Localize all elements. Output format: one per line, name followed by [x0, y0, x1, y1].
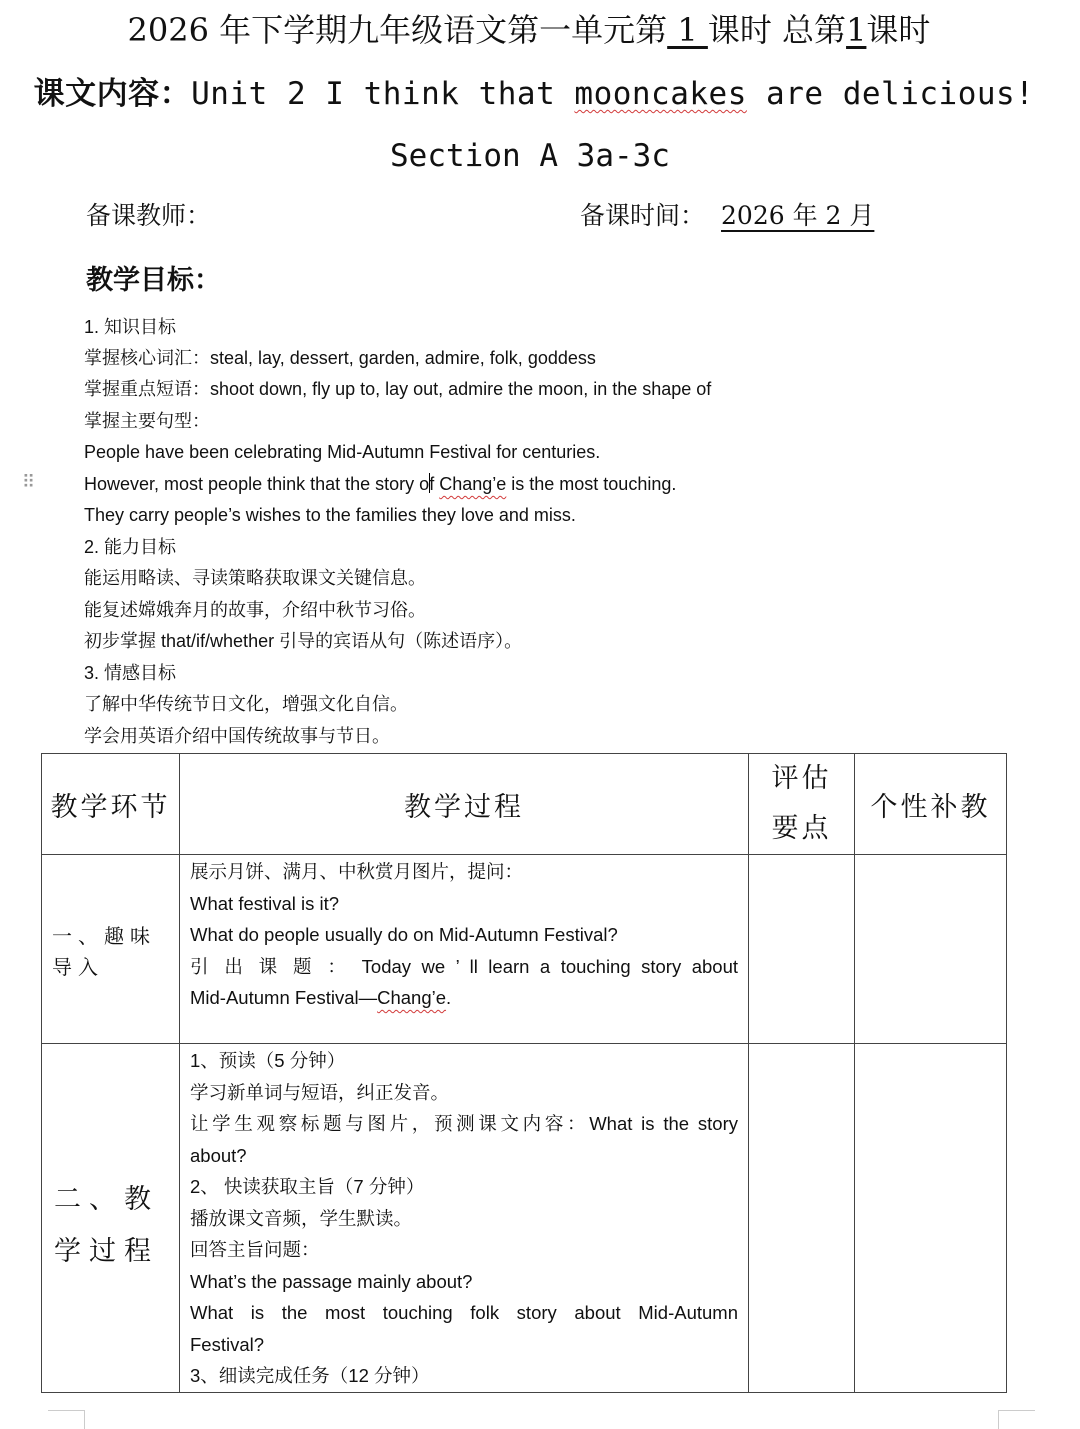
- process-line: 播放课文音频，学生默读。: [190, 1207, 413, 1229]
- ability-3-part-b: that/if/whether: [161, 631, 275, 651]
- title-suffix: 课时: [866, 11, 931, 49]
- phrase-list: shoot down, fly up to, lay out, admire the moon, in the shape of: [210, 379, 712, 399]
- total-lesson-number[interactable]: 1: [846, 11, 867, 49]
- process-line: Festival?: [190, 1333, 265, 1355]
- eval-cell[interactable]: [749, 1044, 855, 1393]
- section-title: Section A 3a-3c: [390, 138, 670, 174]
- goals-heading: 教学目标：: [86, 265, 221, 296]
- stage-cell[interactable]: 一、趣味导入: [42, 855, 180, 1044]
- sentence-label: 掌握主要句型：: [84, 411, 210, 431]
- teacher-label: 备课教师：: [86, 201, 212, 230]
- table-header-row: [42, 754, 1007, 855]
- header-eval-line2: 要点: [771, 813, 832, 844]
- prep-time: [580, 196, 896, 236]
- emotion-2: 学会用英语介绍中国传统故事与节日。: [84, 726, 390, 746]
- header-remedy[interactable]: 个性补教: [855, 754, 1007, 855]
- eval-cell[interactable]: [749, 855, 855, 1044]
- emotion-goal-title: 3. 情感目标: [84, 663, 177, 683]
- header-stage[interactable]: 教学环节: [42, 754, 180, 855]
- process-cell[interactable]: [180, 1044, 749, 1393]
- process-cell[interactable]: [180, 855, 749, 1044]
- page-corner-mark: [48, 1410, 85, 1429]
- table-row: [42, 855, 1007, 1044]
- remedy-cell[interactable]: [855, 1044, 1007, 1393]
- phrase-line: [84, 374, 711, 406]
- process-line: 2、 快读获取主旨（7 分钟）: [190, 1176, 425, 1197]
- stage-cell[interactable]: 二、教学过程: [42, 1044, 180, 1393]
- ability-goal-title: 2. 能力目标: [84, 537, 177, 557]
- sentence-2-part-c: is the most touching.: [506, 474, 677, 494]
- sentence-2[interactable]: [84, 469, 676, 501]
- unit-text-after: are delicious!: [746, 76, 1035, 112]
- page-title: [0, 8, 1058, 52]
- unit-text-before: Unit 2 I think that: [191, 76, 575, 112]
- lesson-table: [41, 753, 1007, 1393]
- process-line-part: .: [446, 987, 452, 1008]
- drag-handle-icon[interactable]: ⠿: [22, 472, 36, 493]
- sentence-3: They carry people’s wishes to the families they love and miss.: [84, 505, 576, 525]
- vocab-label: 掌握核心词汇：: [84, 348, 210, 368]
- phrase-label: 掌握重点短语：: [84, 379, 210, 399]
- process-line: 回答主旨问题：: [190, 1239, 320, 1260]
- process-line: What do people usually do on Mid-Autumn Festival?: [190, 924, 618, 945]
- header-process[interactable]: 教学过程: [180, 754, 749, 855]
- lesson-number[interactable]: 1: [667, 11, 708, 49]
- process-line: 1、预读（5 分钟）: [190, 1050, 346, 1071]
- title-prefix: 2026 年下学期九年级语文第一单元第: [127, 11, 668, 49]
- title-mid: 课时 总第: [707, 11, 847, 49]
- process-line-part: Mid-Autumn Festival—: [190, 987, 378, 1008]
- spellcheck-word[interactable]: Chang’e: [439, 474, 507, 494]
- process-line: 让学生观察标题与图片，预测课文内容：What is the story: [190, 1113, 738, 1134]
- sentence-2-part-b: f: [429, 474, 440, 494]
- ability-3: [84, 626, 522, 658]
- page-corner-mark: [998, 1410, 1035, 1429]
- lesson-content-title: [0, 72, 1068, 116]
- sentence-2-part-a: However, most people think that the story o: [84, 474, 430, 494]
- process-line: What festival is it?: [190, 892, 340, 914]
- process-line: 学习新单词与短语，纠正发音。: [190, 1081, 450, 1103]
- emotion-1: 了解中华传统节日文化，增强文化自信。: [84, 694, 408, 714]
- knowledge-goal-title: 1. 知识目标: [84, 317, 177, 337]
- remedy-cell[interactable]: [855, 855, 1007, 1044]
- header-eval[interactable]: [749, 754, 855, 855]
- header-eval-line1: 评估: [771, 763, 832, 794]
- time-label: 备课时间：: [580, 201, 706, 230]
- process-line: [190, 982, 738, 1014]
- ability-3-part-a: 初步掌握: [84, 631, 162, 651]
- process-line: What’s the passage mainly about?: [190, 1270, 473, 1292]
- process-line: 展示月饼、满月、中秋赏月图片，提问：: [190, 861, 524, 882]
- table-row: [42, 1044, 1007, 1393]
- content-label: 课文内容：: [33, 76, 192, 112]
- ability-3-part-c: 引导的宾语从句（陈述语序）。: [274, 631, 523, 651]
- process-line: about?: [190, 1144, 247, 1166]
- process-line: 3、细读完成任务（12 分钟）: [190, 1365, 430, 1386]
- sentence-1: People have been celebrating Mid-Autumn Festival for centuries.: [84, 442, 601, 462]
- spellcheck-word[interactable]: mooncakes: [574, 76, 747, 112]
- ability-1: 能运用略读、寻读策略获取课文关键信息。: [84, 568, 426, 588]
- time-value[interactable]: 2026 年 2 月: [721, 201, 875, 230]
- vocab-line: [84, 343, 596, 375]
- spellcheck-word[interactable]: Chang’e: [377, 987, 447, 1008]
- ability-2: 能复述嫦娥奔月的故事，介绍中秋节习俗。: [84, 600, 426, 620]
- process-line: 引 出 课 题 ： Today we ’ ll learn a touching story about: [190, 955, 738, 977]
- process-line: What is the most touching folk story about Mid-Autumn: [190, 1302, 738, 1323]
- vocab-list: steal, lay, dessert, garden, admire, folk, goddess: [210, 348, 596, 368]
